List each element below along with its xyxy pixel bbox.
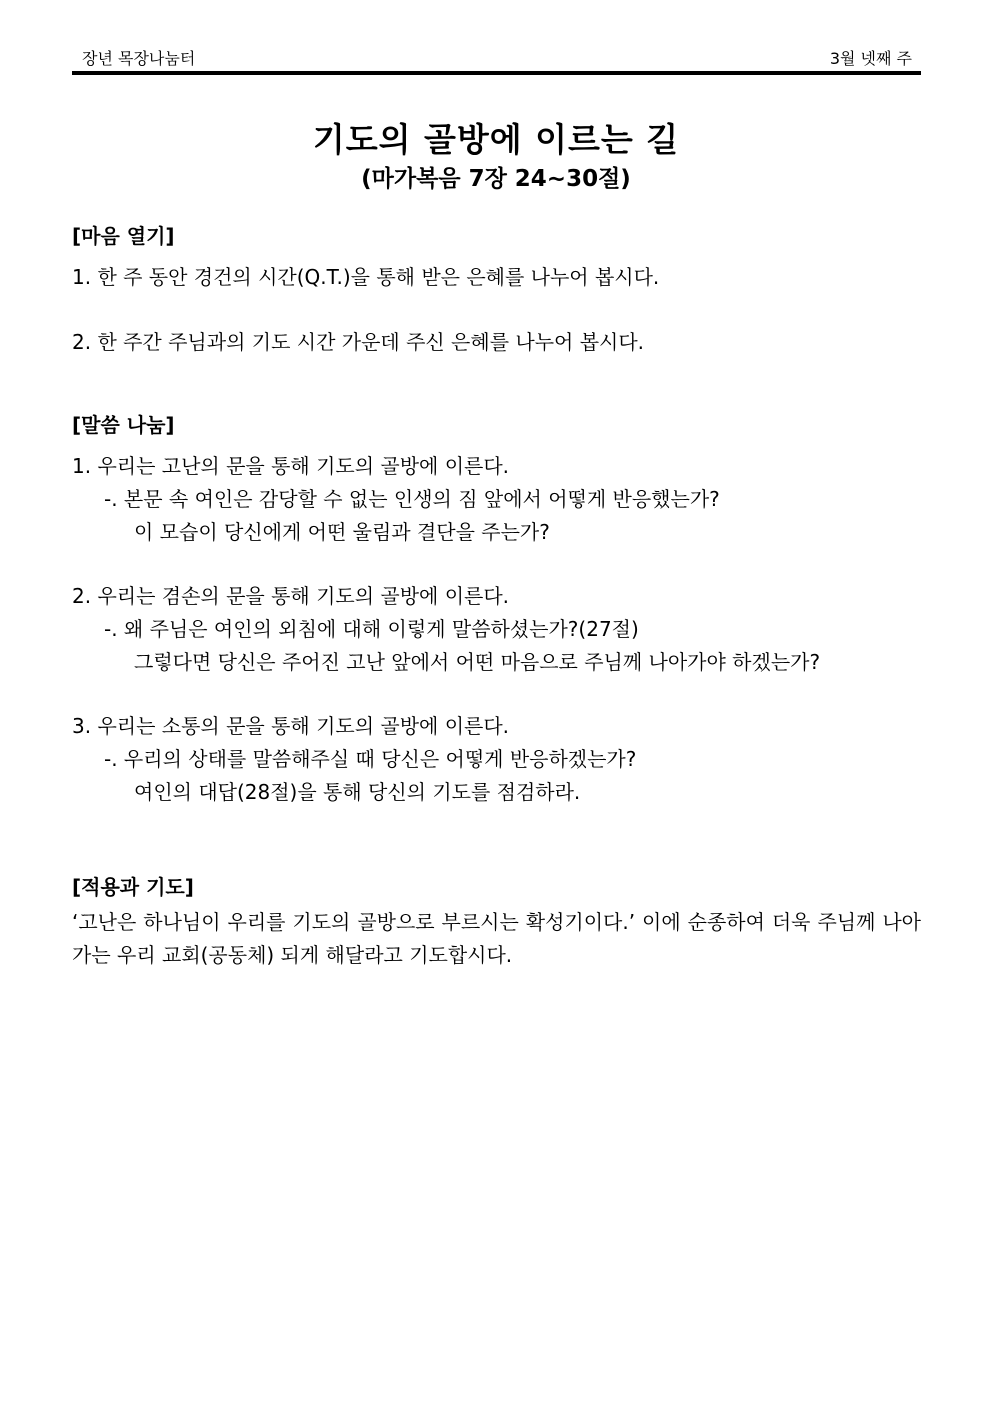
point-question: -. 왜 주님은 여인의 외침에 대해 이렇게 말씀하셨는가?(27절) xyxy=(104,617,639,641)
page-header xyxy=(72,44,920,68)
section-heading-application-prayer: [적용과 기도] xyxy=(72,875,194,899)
document-subtitle: (마가복음 7장 24~30절) xyxy=(361,166,631,192)
point-question-continued: 그렇다면 당신은 주어진 고난 앞에서 어떤 마음으로 주님께 나아가야 하겠는가? xyxy=(134,650,821,674)
list-item: 1. 한 주 동안 경건의 시간(Q.T.)을 통해 받은 은혜를 나누어 봅시다. xyxy=(72,265,660,289)
list-item: 2. 한 주간 주님과의 기도 시간 가운데 주신 은혜를 나누어 봅시다. xyxy=(72,330,645,354)
section-heading-word-sharing: [말씀 나눔] xyxy=(72,413,175,437)
point-main: 3. 우리는 소통의 문을 통해 기도의 골방에 이른다. xyxy=(72,714,510,738)
header-divider xyxy=(72,71,921,75)
point-main: 2. 우리는 겸손의 문을 통해 기도의 골방에 이른다. xyxy=(72,584,510,608)
point-question: -. 본문 속 여인은 감당할 수 없는 인생의 짐 앞에서 어떻게 반응했는가? xyxy=(104,487,720,511)
section-heading-open-heart: [마음 열기] xyxy=(72,224,175,248)
point-question-continued: 여인의 대답(28절)을 통해 당신의 기도를 점검하라. xyxy=(134,780,581,804)
prayer-paragraph: ‘고난은 하나님이 우리를 기도의 골방으로 부르시는 확성기이다.’ 이에 순종하여 더욱 주님께 나아가는 우리 교회(공동체) 되게 해달라고 기도합시다. xyxy=(72,910,921,967)
point-main: 1. 우리는 고난의 문을 통해 기도의 골방에 이른다. xyxy=(72,454,510,478)
point-question-continued: 이 모습이 당신에게 어떤 울림과 결단을 주는가? xyxy=(134,520,550,544)
header-left-text: 장년 목장나눔터 xyxy=(82,49,196,68)
point-question: -. 우리의 상태를 말씀해주실 때 당신은 어떻게 반응하겠는가? xyxy=(104,747,637,771)
header-right-text: 3월 넷째 주 xyxy=(829,49,912,68)
document-title: 기도의 골방에 이르는 길 xyxy=(312,120,680,159)
